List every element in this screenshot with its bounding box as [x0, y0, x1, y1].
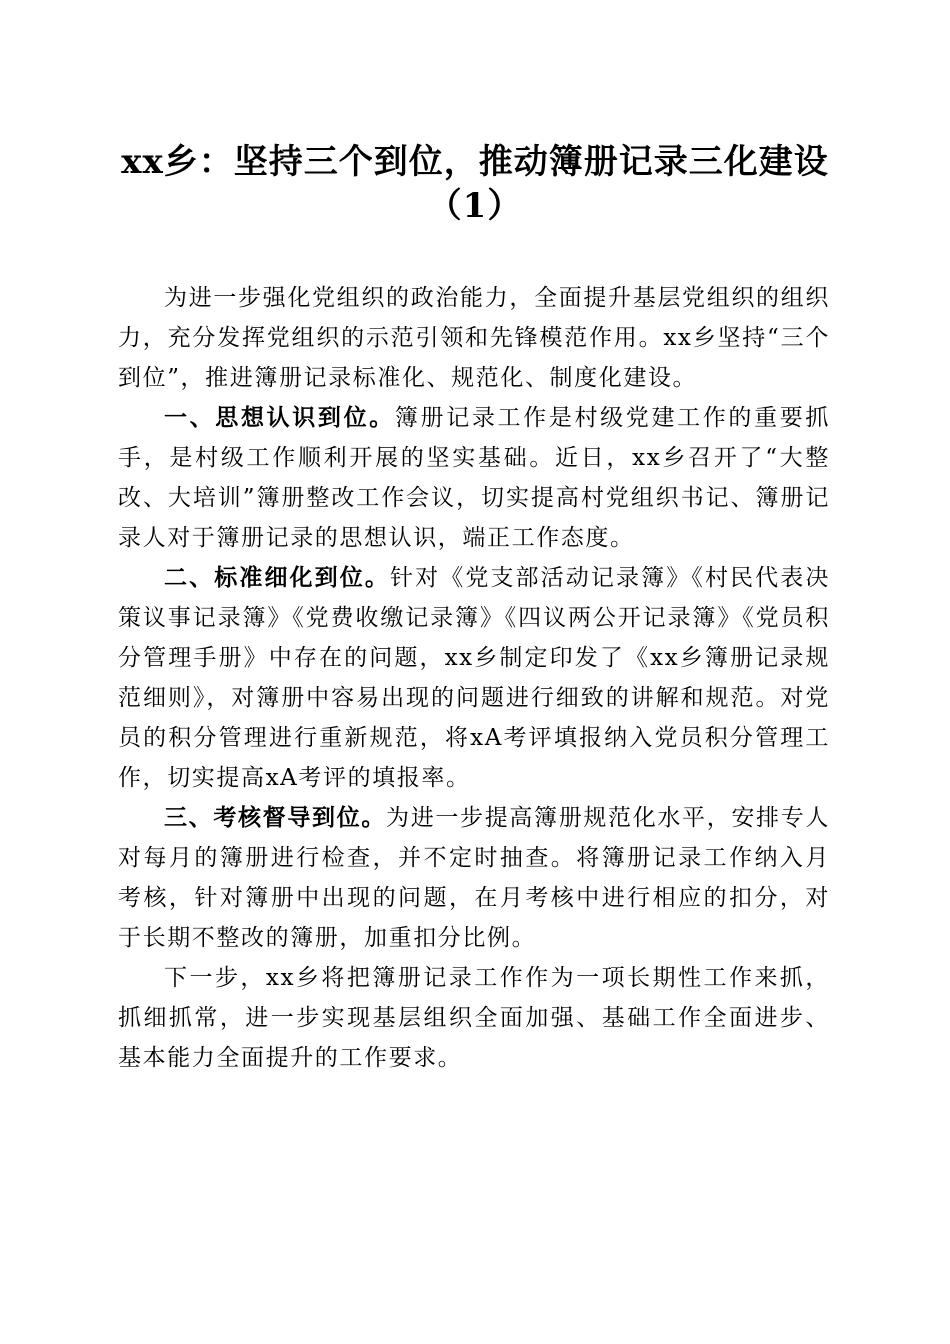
section-heading-2: 二、标准细化到位。 — [164, 565, 390, 591]
section-text-3: 为进一步提高簿册规范化水平，安排专人对每月的簿册进行检查，并不定时抽查。将簿册记录工作纳入月考核，针对簿册中出现的问题，在月考核中进行相应的扣分，对于长期不整改的簿册，加重扣分比例。 — [118, 805, 830, 951]
section-heading-3: 三、考核督导到位。 — [164, 805, 387, 831]
section-text-1: 簿册记录工作是村级党建工作的重要抓手，是村级工作顺利开展的坚实基础。近日，xx乡召开了“大整改、大培训”簿册整改工作会议，切实提高村党组织书记、簿册记录人对于簿册记录的思想认识，端正工作态度。 — [118, 405, 830, 551]
section-heading-1: 一、思想认识到位。 — [164, 405, 395, 431]
intro-paragraph: 为进一步强化党组织的政治能力，全面提升基层党组织的组织力，充分发挥党组织的示范引领和先锋模范作用。xx乡坚持“三个到位”，推进簿册记录标准化、规范化、制度化建设。 — [118, 285, 830, 391]
document-body — [118, 278, 830, 1078]
document-title: xx乡：坚持三个到位，推动簿册记录三化建设（1） — [121, 142, 829, 226]
section-text-2: 针对《党支部活动记录簿》《村民代表决策议事记录簿》《党费收缴记录簿》《四议两公开记录簿》《党员积分管理手册》中存在的问题，xx乡制定印发了《xx乡簿册记录规范细则》，对簿册中容易出现的问题进行细致的讲解和规范。对党员的积分管理进行重新规范，将xA考评填报纳入党员积分管理工作，切实提高xA考评的填报率。 — [118, 565, 830, 791]
section-paragraph-3 — [118, 798, 830, 958]
closing-paragraph: 下一步，xx乡将把簿册记录工作作为一项长期性工作来抓，抓细抓常，进一步实现基层组织全面加强、基础工作全面进步、基本能力全面提升的工作要求。 — [118, 965, 830, 1071]
section-paragraph-2 — [118, 558, 830, 798]
section-paragraph-1 — [118, 398, 830, 558]
